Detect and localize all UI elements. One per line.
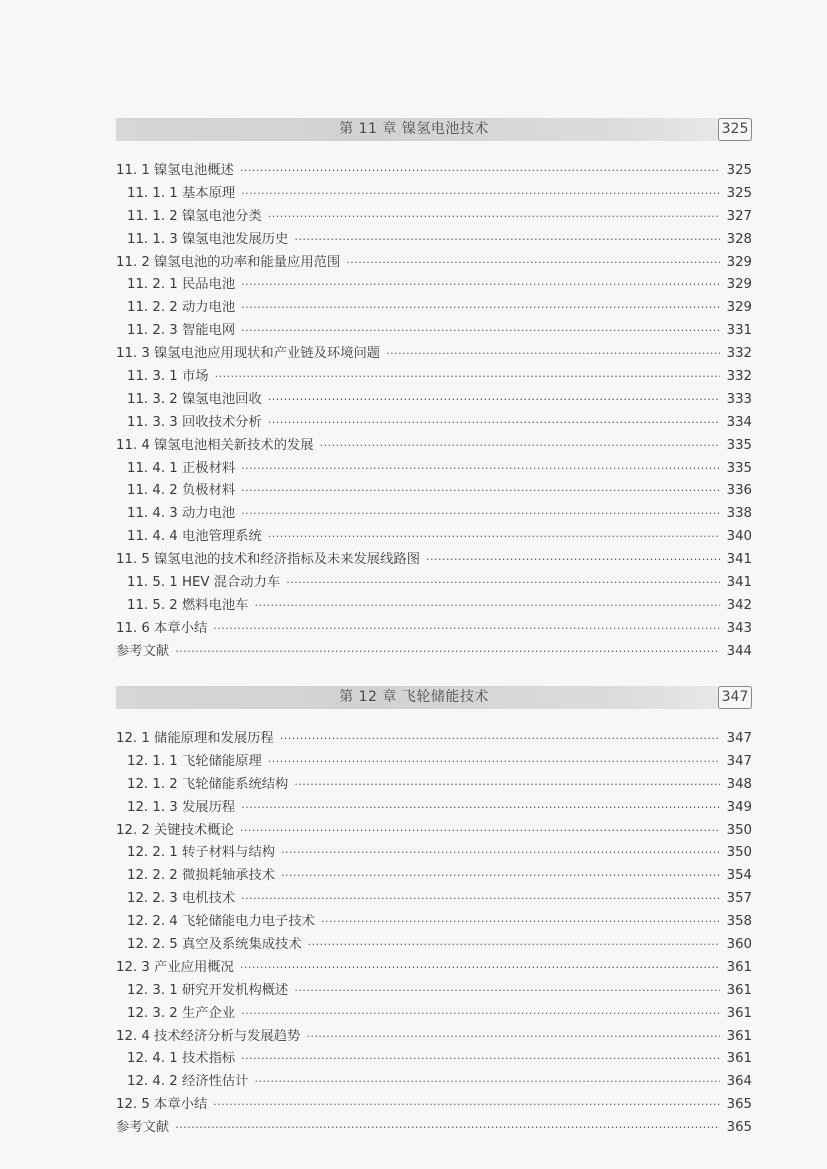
- toc-entry-label: 12. 2. 4 飞轮储能电力电子技术: [127, 914, 315, 930]
- toc-entry-label: 12. 2 关键技术概论: [116, 822, 234, 838]
- toc-entry: [116, 296, 752, 319]
- toc-entry: [116, 910, 752, 933]
- dot-leader: [426, 553, 720, 566]
- toc-entry-label: 11. 6 本章小结: [116, 620, 208, 636]
- toc-entry-page: 354: [726, 868, 752, 884]
- toc-entry-label: 11. 3. 3 回收技术分析: [127, 414, 262, 430]
- toc-entry-page: 333: [726, 391, 752, 407]
- chapter-title: 第 11 章 镍氢电池技术: [339, 121, 489, 137]
- dot-leader: [268, 393, 720, 406]
- toc-entry-page: 350: [726, 845, 752, 861]
- dot-leader: [386, 347, 720, 360]
- toc-entry: [116, 1025, 752, 1048]
- toc-entry: [116, 479, 752, 502]
- toc-entry-label: 12. 3. 2 生产企业: [127, 1005, 236, 1021]
- toc-entry-label: 12. 4 技术经济分析与发展趋势: [116, 1028, 301, 1044]
- toc-entry: [116, 205, 752, 228]
- toc-list: [116, 727, 752, 1139]
- toc-entry-label: 11. 2. 1 民品电池: [127, 277, 236, 293]
- dot-leader: [294, 984, 720, 997]
- dot-leader: [294, 778, 720, 791]
- dot-leader: [240, 961, 720, 974]
- dot-leader: [241, 278, 720, 291]
- dot-leader: [281, 869, 720, 882]
- toc-entry: [116, 617, 752, 640]
- toc-entry: [116, 1116, 752, 1139]
- toc-entry-label: 11. 1 镍氢电池概述: [116, 163, 234, 178]
- toc-entry: [116, 979, 752, 1002]
- dot-leader: [268, 416, 720, 429]
- toc-entry-page: 335: [726, 437, 752, 453]
- toc-entry-page: 348: [726, 776, 752, 792]
- dot-leader: [241, 892, 720, 905]
- dot-leader: [241, 301, 720, 314]
- dot-leader: [241, 484, 720, 497]
- dot-leader: [268, 530, 720, 543]
- dot-leader: [241, 187, 720, 200]
- toc-entry-page: 341: [726, 552, 752, 568]
- chapter-title: 第 12 章 飞轮储能技术: [339, 689, 489, 705]
- toc-entry-page: 327: [726, 208, 752, 224]
- chapter-header: [116, 686, 752, 709]
- toc-entry: [116, 548, 752, 571]
- toc-entry-page: 365: [726, 1120, 752, 1136]
- chapter-11: [116, 118, 752, 663]
- toc-entry-label: 11. 2. 2 动力电池: [127, 300, 236, 316]
- dot-leader: [268, 755, 720, 768]
- chapter-12: [116, 686, 752, 1139]
- toc-entry-page: 332: [726, 346, 752, 362]
- toc-entry-page: 335: [726, 460, 752, 476]
- toc-entry-page: 361: [726, 1028, 752, 1044]
- toc-entry: [116, 342, 752, 365]
- toc-entry-label: 12. 1. 3 发展历程: [127, 799, 236, 815]
- toc-entry-page: 334: [726, 414, 752, 430]
- dot-leader: [241, 1052, 720, 1065]
- toc-entry: [116, 841, 752, 864]
- toc-entry-page: 347: [726, 731, 752, 746]
- toc-entry-label: 12. 2. 1 转子材料与结构: [127, 845, 276, 861]
- toc-entry: [116, 1093, 752, 1116]
- toc-entry-label: 12. 1. 2 飞轮储能系统结构: [127, 776, 289, 792]
- toc-entry-label: 12. 2. 2 微损耗轴承技术: [127, 868, 276, 884]
- toc-entry-label: 12. 2. 5 真空及系统集成技术: [127, 937, 302, 953]
- toc-entry: [116, 571, 752, 594]
- dot-leader: [241, 324, 720, 337]
- toc-entry: [116, 594, 752, 617]
- toc-entry: [116, 273, 752, 296]
- dot-leader: [254, 599, 720, 612]
- toc-entry-label: 11. 1. 3 镍氢电池发展历史: [127, 231, 289, 247]
- toc-entry-page: 361: [726, 982, 752, 998]
- toc-entry: [116, 750, 752, 773]
- toc-entry: [116, 887, 752, 910]
- toc-entry: [116, 796, 752, 819]
- toc-entry-page: 329: [726, 300, 752, 316]
- chapter-page-number: 347: [718, 686, 752, 709]
- toc-entry: [116, 956, 752, 979]
- toc-entry-label: 11. 1. 2 镍氢电池分类: [127, 208, 262, 224]
- toc-entry-label: 11. 3. 2 镍氢电池回收: [127, 391, 262, 407]
- chapter-header: [116, 118, 752, 141]
- toc-entry-label: 11. 5 镍氢电池的技术和经济指标及未来发展线路图: [116, 552, 420, 568]
- dot-leader: [281, 846, 720, 859]
- toc-entry: [116, 502, 752, 525]
- toc-entry-page: 332: [726, 369, 752, 385]
- dot-leader: [320, 439, 720, 452]
- toc-list: [116, 159, 752, 663]
- dot-leader: [241, 801, 720, 814]
- toc-entry-label: 12. 1. 1 飞轮储能原理: [127, 753, 262, 769]
- toc-entry: [116, 727, 752, 750]
- toc-entry-label: 12. 4. 1 技术指标: [127, 1051, 236, 1067]
- toc-entry-page: 349: [726, 799, 752, 815]
- chapter-page-number: 325: [718, 118, 752, 141]
- dot-leader: [213, 622, 720, 635]
- toc-entry: [116, 1047, 752, 1070]
- dot-leader: [240, 824, 720, 837]
- toc-entry: [116, 457, 752, 480]
- toc-entry: [116, 159, 752, 182]
- toc-entry-page: 336: [726, 483, 752, 499]
- dot-leader: [346, 256, 720, 269]
- toc-entry-page: 329: [726, 254, 752, 270]
- toc-entry-page: 360: [726, 937, 752, 953]
- toc-entry-label: 11. 4. 2 负极材料: [127, 483, 236, 499]
- toc-entry-page: 361: [726, 1051, 752, 1067]
- toc-entry-label: 11. 4. 1 正极材料: [127, 460, 236, 476]
- dot-leader: [280, 732, 720, 745]
- toc-entry-label: 11. 2. 3 智能电网: [127, 323, 236, 339]
- dot-leader: [308, 938, 720, 951]
- toc-entry: [116, 819, 752, 842]
- toc-entry-label: 11. 2 镍氢电池的功率和能量应用范围: [116, 254, 341, 270]
- toc-entry-label: 11. 4 镍氢电池相关新技术的发展: [116, 437, 314, 453]
- toc-entry-label: 11. 3 镍氢电池应用现状和产业链及环境问题: [116, 346, 381, 362]
- toc-entry-page: 344: [726, 643, 752, 659]
- toc-entry: [116, 251, 752, 274]
- toc-entry-label: 12. 2. 3 电机技术: [127, 891, 236, 907]
- toc-entry: [116, 228, 752, 251]
- toc-entry: [116, 525, 752, 548]
- toc-entry-page: 361: [726, 1005, 752, 1021]
- toc-entry-label: 11. 3. 1 市场: [127, 369, 209, 385]
- toc-entry-page: 357: [726, 891, 752, 907]
- toc-entry-page: 340: [726, 529, 752, 545]
- toc-entry-page: 343: [726, 620, 752, 636]
- dot-leader: [306, 1030, 720, 1043]
- toc-entry-page: 331: [726, 323, 752, 339]
- toc-entry-label: 12. 5 本章小结: [116, 1097, 208, 1113]
- dot-leader: [175, 1121, 720, 1134]
- toc-entry-page: 347: [726, 753, 752, 769]
- toc-entry-page: 342: [726, 597, 752, 613]
- dot-leader: [254, 1075, 720, 1088]
- toc-entry-page: 358: [726, 914, 752, 930]
- dot-leader: [268, 210, 720, 223]
- toc-entry-page: 338: [726, 506, 752, 522]
- toc-entry-page: 365: [726, 1097, 752, 1113]
- toc-entry-label: 12. 3. 1 研究开发机构概述: [127, 982, 289, 998]
- toc-entry: [116, 864, 752, 887]
- toc-entry: [116, 388, 752, 411]
- dot-leader: [240, 164, 720, 177]
- dot-leader: [241, 462, 720, 475]
- toc-entry-label: 参考文献: [116, 1120, 170, 1136]
- toc-entry-label: 12. 1 储能原理和发展历程: [116, 731, 274, 746]
- toc-entry-label: 12. 3 产业应用概况: [116, 959, 234, 975]
- toc-entry: [116, 1002, 752, 1025]
- toc-entry-page: 325: [726, 163, 752, 178]
- toc-entry-label: 11. 4. 3 动力电池: [127, 506, 236, 522]
- toc-entry-label: 11. 4. 4 电池管理系统: [127, 529, 262, 545]
- toc-entry: [116, 1070, 752, 1093]
- toc-entry-page: 328: [726, 231, 752, 247]
- toc-entry: [116, 319, 752, 342]
- toc-entry-page: 325: [726, 185, 752, 201]
- toc-entry: [116, 933, 752, 956]
- toc-entry-page: 350: [726, 822, 752, 838]
- toc-entry-label: 参考文献: [116, 643, 170, 659]
- toc-entry-label: 11. 5. 1 HEV 混合动力车: [127, 575, 281, 591]
- toc-entry: [116, 411, 752, 434]
- toc-entry-page: 361: [726, 959, 752, 975]
- toc-entry-page: 364: [726, 1074, 752, 1090]
- dot-leader: [241, 507, 720, 520]
- dot-leader: [294, 233, 720, 246]
- toc-entry: [116, 365, 752, 388]
- dot-leader: [241, 1007, 720, 1020]
- toc-entry-page: 341: [726, 575, 752, 591]
- dot-leader: [213, 1098, 720, 1111]
- dot-leader: [215, 370, 720, 383]
- toc-entry-label: 11. 5. 2 燃料电池车: [127, 597, 249, 613]
- toc-entry: [116, 434, 752, 457]
- dot-leader: [321, 915, 720, 928]
- toc-entry-page: 329: [726, 277, 752, 293]
- toc-entry-label: 11. 1. 1 基本原理: [127, 185, 236, 201]
- dot-leader: [175, 645, 720, 658]
- toc-entry: [116, 182, 752, 205]
- dot-leader: [286, 576, 720, 589]
- toc-entry: [116, 640, 752, 663]
- toc-entry: [116, 773, 752, 796]
- toc-entry-label: 12. 4. 2 经济性估计: [127, 1074, 249, 1090]
